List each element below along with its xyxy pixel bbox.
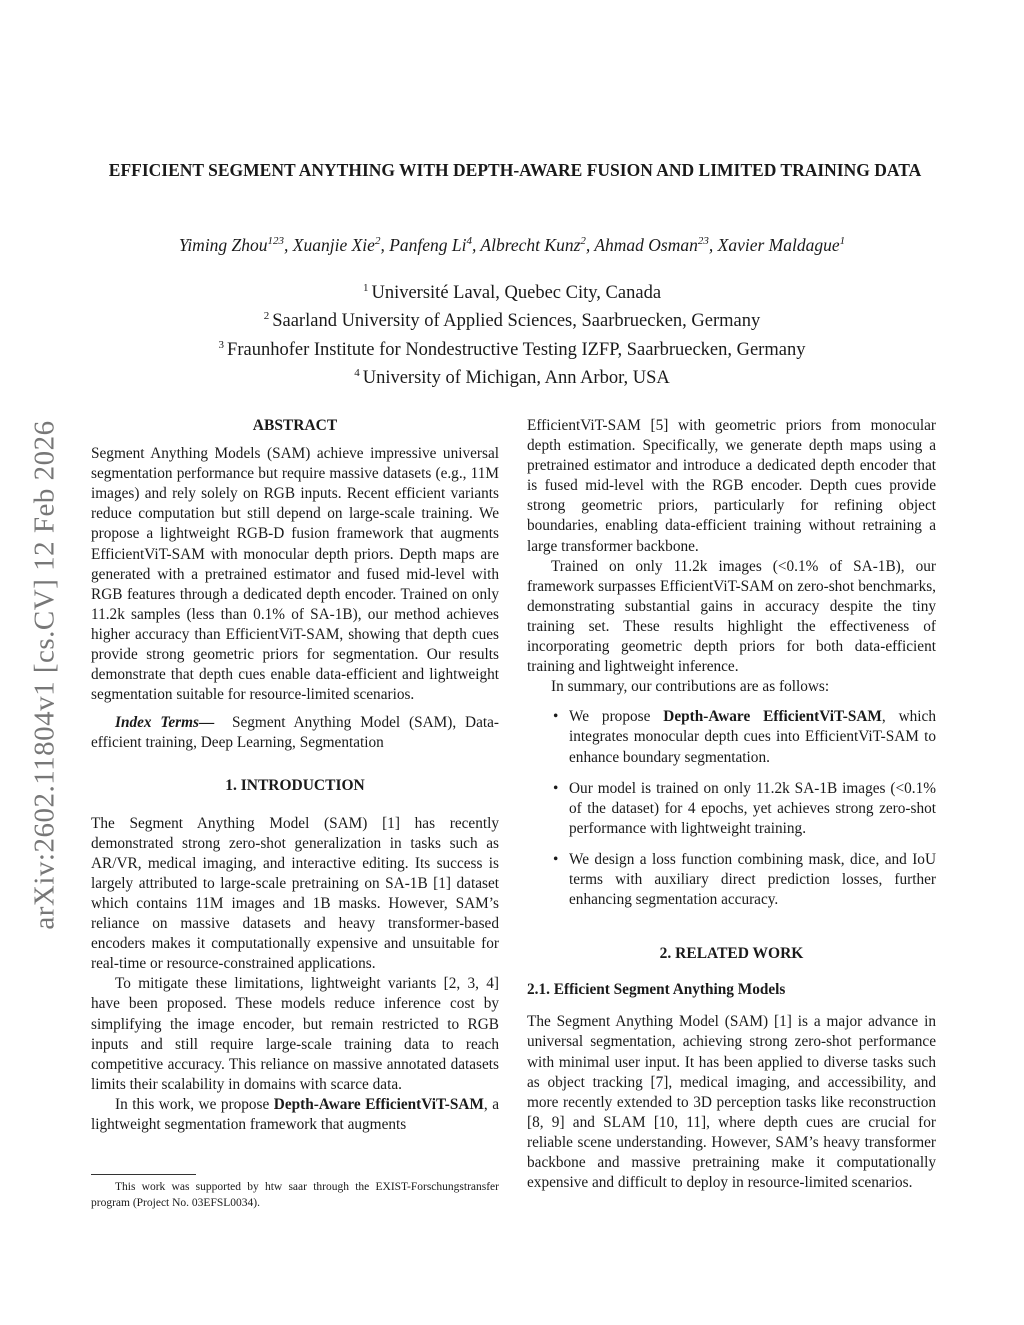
introduction-heading: 1. INTRODUCTION (225, 776, 365, 794)
intro-paragraph-continued: EfficientViT-SAM [5] with geometric priors from monocular depth estimation. Specifically, we generate depth maps using a pretrained estimator and introduce a dedicated depth encoder that is fused mid-level with the RGB encoder. Depth cues provide strong geometric priors, particularly for refining object boundaries, enabling data-efficient training without retraining a large transformer backbone. (527, 417, 936, 555)
subsection-heading: 2.1. Efficient Segment Anything Models (527, 981, 786, 999)
contribution-item: • We design a loss function combining mask, dice, and IoU terms with auxiliary direct prediction losses, further enhancing segmentation accuracy. (553, 850, 936, 909)
contribution-item: • We propose Depth-Aware EfficientViT-SAM, which integrates monocular depth cues into EfficientViT-SAM to enhance boundary segmentation. (553, 708, 936, 766)
paper-title: EFFICIENT SEGMENT ANYTHING WITH DEPTH-AWARE FUSION AND LIMITED TRAINING DATA (108, 160, 922, 180)
affiliation: $^4$ University of Michigan, Ann Arbor, USA (354, 367, 670, 389)
author: Panfeng Li$^4$ (389, 234, 472, 255)
author: Albrecht Kunz$^2$ (480, 234, 586, 255)
index-terms-label: Index Terms— (115, 714, 215, 732)
intro-paragraph-split: In this work, we propose Depth-Aware EfficientViT-SAM, a lightweight segmentation framework that augments (91, 1095, 499, 1133)
related-work-paragraph: The Segment Anything Model (SAM) [1] is a major advance in universal segmentation, achieving strong zero-shot performance with minimal user input. It has been applied to diverse tasks such as object tracking [7], medical imaging, and accessibility, and more recently extended to 3D perception tasks like reconstruction [8, 9] and SLAM [10, 11], where depth cues are crucial for reliable scene understanding. However, SAM’s heavy transformer backbone and massive pretraining make it computationally expensive and difficult to deploy in resource-limited scenarios. (527, 1013, 936, 1192)
footnote-text: This work was supported by htw saar through the EXIST-Forschungstransfer program (Project No. 03EFSL0034). (91, 1181, 499, 1209)
left-column (91, 416, 499, 1135)
intro-paragraph: In summary, our contributions are as follows: (551, 678, 830, 696)
footnote (91, 1174, 499, 1211)
affiliation-list (60, 277, 964, 391)
affiliation: $^1$ Université Laval, Quebec City, Canada (362, 282, 662, 304)
affiliation: $^2$ Saarland University of Applied Sciences, Saarbruecken, Germany (263, 310, 761, 332)
author-list: Yiming Zhou$^{123}$, Xuanjie Xie$^2$, Panfeng Li$^4$, Albrecht Kunz$^2$, Ahmad Osman$^{23}$, Xavier Maldague$^1$ (178, 234, 846, 255)
author: Xavier Maldague$^1$ (717, 234, 846, 255)
right-column (527, 416, 936, 1193)
author: Yiming Zhou$^{123}$ (178, 234, 285, 255)
arxiv-sidebar (20, 365, 70, 985)
contribution-item: • Our model is trained on only 11.2k SA-1B images (<0.1% of the dataset) for 4 epochs, yet achieves strong zero-shot performance with lightweight training. (553, 779, 936, 837)
abstract-heading: ABSTRACT (252, 417, 338, 434)
author: Ahmad Osman$^{23}$ (594, 234, 709, 255)
intro-paragraph: The Segment Anything Model (SAM) [1] has recently demonstrated strong zero-shot generalization in tasks such as AR/VR, medical imaging, and interactive editing. Its success is largely attributed to large-scale pretraining on SA-1B [1] dataset which contains 11M images and 1B masks. However, SAM’s reliance on massive datasets and heavy transformer-based encoders makes it computationally expensive and unsuitable for real-time or resource-constrained applications. (91, 814, 499, 973)
abstract-text: Segment Anything Models (SAM) achieve impressive universal segmentation performance but require massive datasets (e.g., 11M images) and rely solely on RGB inputs. Recent efficient variants reduce computation but still depend on large-scale training. We propose a lightweight RGB-D fusion framework that augments EfficientViT-SAM with monocular depth priors. Depth maps are generated with a pretrained estimator and fused mid-level with RGB features through a dedicated depth encoder. Trained on only 11.2k samples (less than 0.1% of SA-1B), our method achieves higher accuracy than EfficientViT-SAM, showing that depth cues provide strong geometric priors for segmentation. Our results demonstrate that depth cues enable data-efficient and lightweight segmentation suitable for resource-limited scenarios. (91, 445, 499, 704)
index-terms: Index Terms— Segment Anything Model (SAM), Data-efficient training, Deep Learning, Segmentation (91, 714, 499, 752)
contribution-list (527, 707, 936, 910)
related-work-heading: 2. RELATED WORK (659, 945, 804, 963)
footnote-rule (91, 1174, 196, 1175)
arxiv-id: arXiv:2602.11804v1 [cs.CV] 12 Feb 2026 (28, 420, 61, 930)
affiliation: $^3$ Fraunhofer Institute for Nondestructive Testing IZFP, Saarbruecken, Germany (218, 338, 806, 361)
intro-paragraph: To mitigate these limitations, lightweight variants [2, 3, 4] have been proposed. These models reduce inference cost by simplifying the image encoder, but remain restricted to RGB inputs and still require large-scale training data to reach competitive accuracy. This reliance on massive annotated datasets limits their scalability in domains with scarce data. (91, 975, 499, 1093)
intro-paragraph: Trained on only 11.2k images (<0.1% of SA-1B), our framework surpasses EfficientViT-SAM on zero-shot benchmarks, demonstrating substantial gains in accuracy despite the tiny training set. These results highlight the effectiveness of incorporating geometric depth priors for both data-efficient training and lightweight inference. (527, 557, 936, 676)
author: Xuanjie Xie$^2$ (292, 234, 381, 255)
